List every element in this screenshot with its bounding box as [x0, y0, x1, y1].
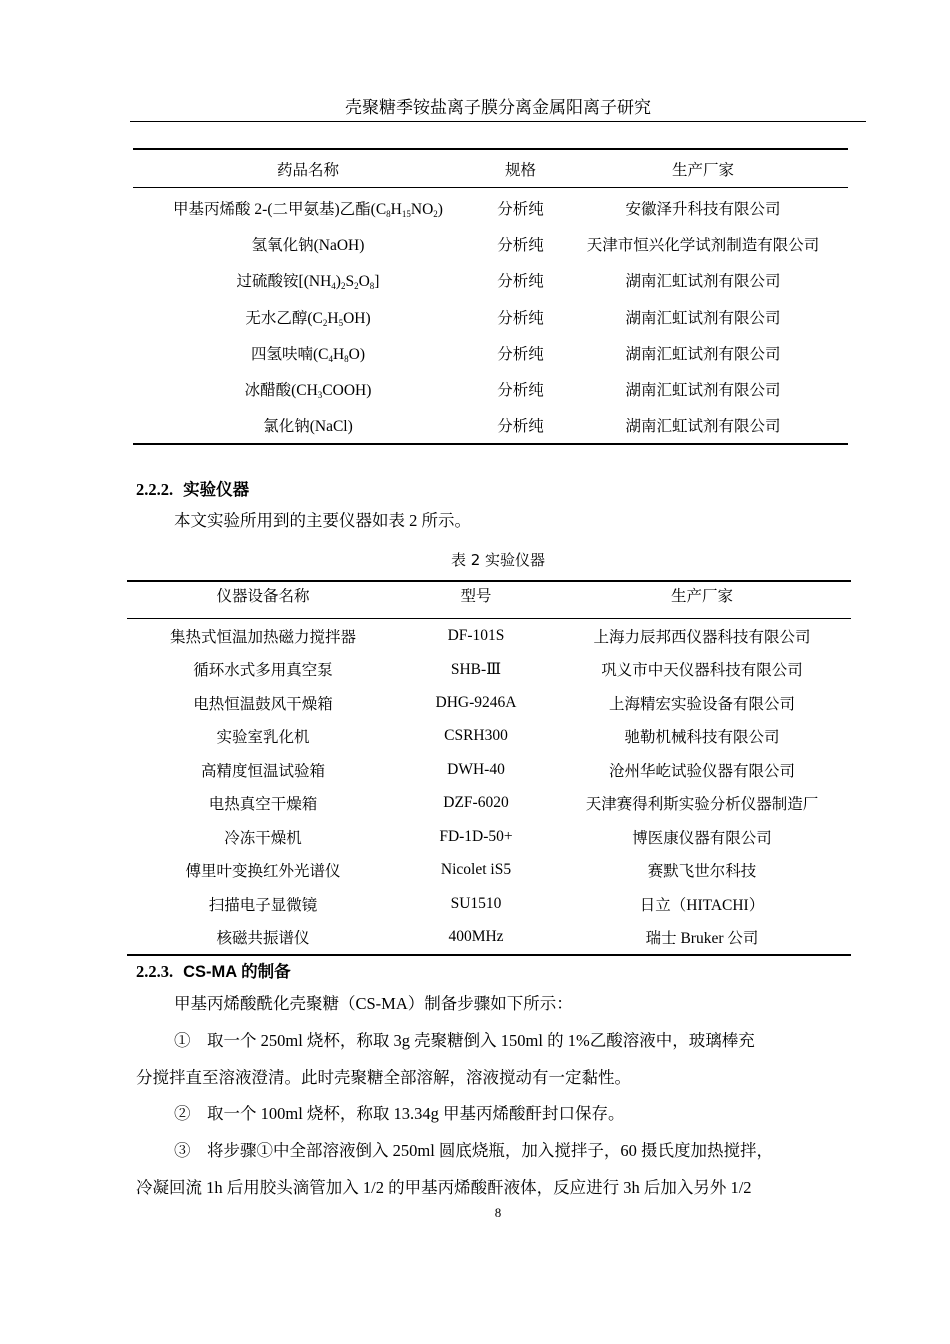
table-row — [127, 720, 851, 754]
table-row — [133, 407, 848, 444]
instrument-name: 高精度恒温试验箱 — [200, 762, 325, 780]
reagent-manufacturer: 湖南汇虹试剂有限公司 — [625, 382, 781, 400]
column-header: 规格 — [504, 161, 536, 179]
reagent-grade: 分析纯 — [497, 345, 544, 363]
section-heading-2-2-2 — [136, 476, 249, 500]
table-row — [133, 299, 848, 335]
section-number: 2.2.3. — [136, 962, 174, 981]
section-heading-2-2-3 — [136, 958, 291, 982]
instrument-model: FD-1D-50+ — [439, 827, 513, 845]
instrument-manufacturer: 天津赛得利斯实验分析仪器制造厂 — [585, 796, 819, 814]
instrument-manufacturer: 博医康仪器有限公司 — [632, 829, 772, 847]
table-row — [127, 787, 851, 821]
instrument-manufacturer: 日立（HITACHI） — [639, 896, 765, 914]
instrument-manufacturer: 赛默飞世尔科技 — [647, 863, 757, 881]
instrument-name: 集热式恒温加热磁力搅拌器 — [169, 628, 356, 646]
reagent-manufacturer: 湖南汇虹试剂有限公司 — [625, 418, 781, 436]
reagent-name: 氯化钠(NaCl) — [263, 418, 353, 436]
instrument-model: DZF-6020 — [443, 794, 509, 812]
paragraph: 冷凝回流 1h 后用胶头滴管加入 1/2 的甲基丙烯酸酐液体，反应进行 3h 后加入另外 1/2 — [136, 1178, 752, 1197]
table-caption: 表 2 实验仪器 — [450, 551, 546, 569]
instrument-model: DWH-40 — [447, 760, 505, 778]
section-title: 实验仪器 — [183, 481, 250, 499]
table-row — [133, 188, 848, 227]
reagent-grade: 分析纯 — [497, 382, 544, 400]
column-header: 仪器设备名称 — [216, 588, 310, 605]
table-row — [127, 887, 851, 921]
instrument-manufacturer: 驰勒机械科技有限公司 — [624, 729, 780, 747]
instrument-manufacturer: 上海精宏实验设备有限公司 — [608, 695, 795, 713]
table-row — [133, 335, 848, 371]
table-row — [127, 820, 851, 854]
reagent-name: 氢氧化钠(NaOH) — [251, 237, 365, 255]
table-header-row — [133, 149, 848, 188]
reagent-manufacturer: 湖南汇虹试剂有限公司 — [625, 309, 781, 327]
instrument-manufacturer: 上海力辰邦西仪器科技有限公司 — [593, 628, 811, 646]
reagent-manufacturer: 湖南汇虹试剂有限公司 — [625, 273, 781, 291]
reagent-manufacturer: 天津市恒兴化学试剂制造有限公司 — [586, 237, 820, 255]
reagent-manufacturer: 湖南汇虹试剂有限公司 — [625, 345, 781, 363]
reagent-grade: 分析纯 — [497, 201, 544, 219]
reagents-table — [133, 148, 848, 445]
reagent-name: 无水乙醇$(C_2H_5OH)$ — [245, 309, 371, 328]
instrument-name: 扫描电子显微镜 — [208, 896, 318, 914]
instrument-manufacturer: 沧州华屹试验仪器有限公司 — [608, 762, 795, 780]
reagent-name: 过硫酸铵$[(NH_4)_2S_2O_8]$ — [236, 273, 380, 292]
table-row — [133, 262, 848, 298]
instrument-model: DHG-9246A — [435, 693, 517, 711]
reagent-grade: 分析纯 — [497, 273, 544, 291]
instrument-model: Nicolet iS5 — [440, 861, 512, 879]
instrument-model: CSRH300 — [444, 727, 508, 745]
reagent-manufacturer: 安徽泽升科技有限公司 — [625, 201, 781, 219]
reagent-grade: 分析纯 — [497, 418, 544, 436]
page-header: 壳聚糖季铵盐离子膜分离金属阳离子研究 — [345, 98, 651, 117]
reagent-grade: 分析纯 — [497, 309, 544, 327]
reagent-name: 甲基丙烯酸 2-(二甲氨基)乙酯$(C_8H_{15}NO_2)$ — [173, 201, 443, 220]
column-header: 生产厂家 — [671, 161, 734, 179]
instrument-name: 傅里叶变换红外光谱仪 — [185, 863, 341, 881]
instrument-model: 400MHz — [448, 928, 504, 946]
paragraph: ③ 将步骤①中全部溶液倒入 250ml 圆底烧瓶，加入搅拌子，60 摄氏度加热搅拌， — [174, 1141, 774, 1160]
page-number: 8 — [494, 1205, 502, 1220]
paragraph: ② 取一个 100ml 烧杯，称取 13.34g 甲基丙烯酸酐封口保存。 — [174, 1104, 625, 1123]
reagent-name: 四氢呋喃$(C_4H_8O)$ — [250, 345, 366, 364]
instrument-name: 实验室乳化机 — [216, 729, 310, 747]
instrument-name: 循环水式多用真空泵 — [193, 662, 333, 680]
paragraph: 本文实验所用到的主要仪器如表 2 所示。 — [174, 511, 471, 530]
instrument-name: 电热恒温鼓风干燥箱 — [193, 695, 333, 713]
instrument-model: DF-101S — [447, 626, 505, 644]
instrument-name: 冷冻干燥机 — [224, 829, 302, 847]
column-header: 型号 — [460, 588, 492, 605]
section-number: 2.2.2. — [136, 480, 174, 499]
table-row — [127, 653, 851, 687]
table-row — [127, 921, 851, 956]
instrument-manufacturer: 巩义市中天仪器科技有限公司 — [601, 662, 803, 680]
paragraph: 甲基丙烯酸酰化壳聚糖（CS-MA）制备步骤如下所示： — [174, 994, 573, 1013]
instrument-manufacturer: 瑞士 Bruker 公司 — [645, 930, 759, 948]
table-row — [133, 371, 848, 407]
reagent-grade: 分析纯 — [497, 237, 544, 255]
table-row — [127, 753, 851, 787]
table-header-row — [127, 581, 851, 619]
table-row — [127, 854, 851, 888]
column-header: 药品名称 — [276, 161, 339, 179]
instrument-name: 核磁共振谱仪 — [216, 930, 310, 948]
paragraph: ① 取一个 250ml 烧杯，称取 3g 壳聚糖倒入 150ml 的 1%乙酸溶液中，玻璃棒充 — [174, 1031, 755, 1050]
paragraph: 分搅拌直至溶液澄清。此时壳聚糖全部溶解，溶液搅动有一定黏性。 — [136, 1068, 631, 1087]
header-rule — [130, 121, 866, 122]
column-header: 生产厂家 — [670, 588, 733, 605]
instruments-table — [127, 580, 851, 956]
table-row — [127, 619, 851, 653]
table-row — [127, 686, 851, 720]
instrument-name: 电热真空干燥箱 — [208, 796, 318, 814]
section-title: CS-MA 的制备 — [183, 963, 291, 981]
table-row — [133, 226, 848, 262]
instrument-model: SHB-Ⅲ — [450, 660, 502, 678]
instrument-model: SU1510 — [450, 894, 502, 912]
reagent-name: 冰醋酸$(CH_3COOH)$ — [244, 382, 372, 401]
